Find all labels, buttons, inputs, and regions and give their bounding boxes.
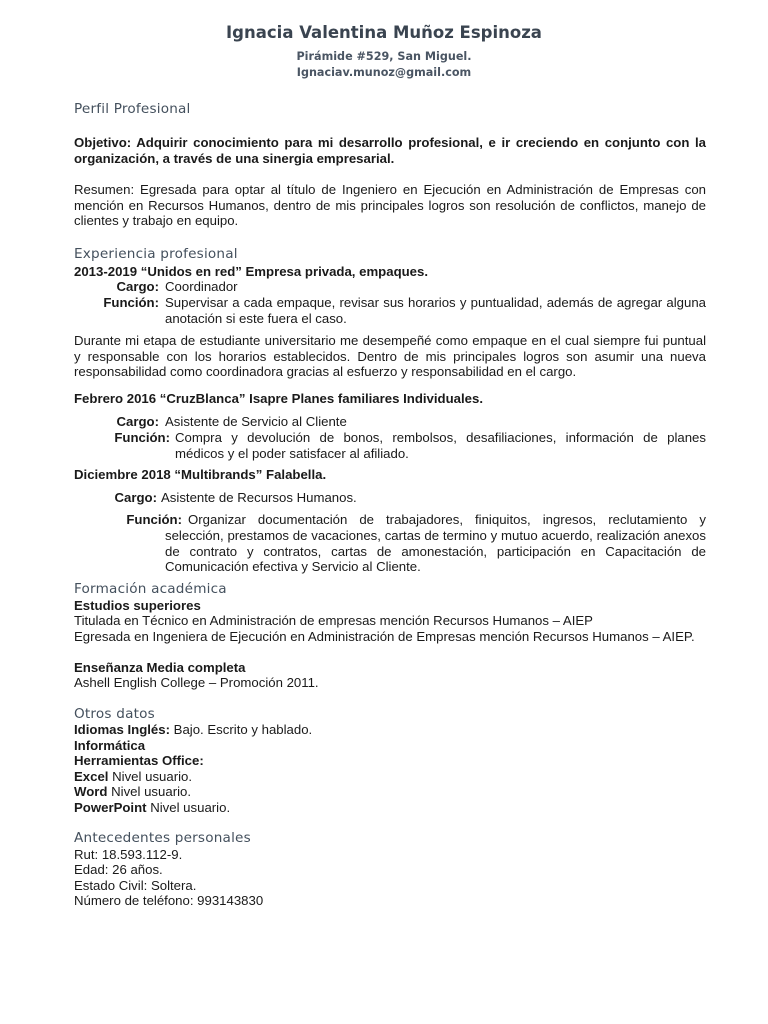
excel-label: Excel bbox=[74, 769, 109, 784]
excel-line bbox=[74, 769, 192, 785]
word-label: Word bbox=[74, 784, 108, 799]
job3-funcion-line1: Organizar documentación de trabajadores, finiquitos, ingresos, reclutamiento y bbox=[188, 512, 706, 527]
job2-funcion-label: Función: bbox=[114, 430, 170, 445]
powerpoint-line bbox=[74, 800, 230, 816]
idiomas-label: Idiomas Inglés: bbox=[74, 722, 170, 737]
objetivo-text: Objetivo: Adquirir conocimiento para mi desarrollo profesional, e ir creciendo en conjunto con la organización, a través de una sinergia empresarial. bbox=[74, 135, 706, 166]
section-title-experiencia: Experiencia profesional bbox=[74, 246, 238, 262]
idiomas-line bbox=[74, 722, 312, 738]
powerpoint-value: Nivel usuario. bbox=[146, 800, 231, 815]
candidate-name: Ignacia Valentina Muñoz Espinoza bbox=[226, 23, 542, 42]
job3-cargo: Asistente de Recursos Humanos. bbox=[161, 490, 357, 505]
ensenanza-media-title: Enseñanza Media completa bbox=[74, 660, 246, 675]
ensenanza-media: Ashell English College – Promoción 2011. bbox=[74, 675, 319, 690]
edad-line: Edad: 26 años. bbox=[74, 862, 163, 877]
job3-header: Diciembre 2018 “Multibrands” Falabella. bbox=[74, 467, 327, 482]
section-title-perfil: Perfil Profesional bbox=[74, 101, 191, 117]
estudios-superiores-title: Estudios superiores bbox=[74, 598, 201, 613]
idiomas-value: Bajo. Escrito y hablado. bbox=[170, 722, 313, 737]
word-line bbox=[74, 784, 191, 800]
herramientas-title: Herramientas Office: bbox=[74, 753, 204, 768]
candidate-address: Pirámide #529, San Miguel. bbox=[296, 50, 472, 63]
job1-descripcion: Durante mi etapa de estudiante universitario me desempeñé como empaque en el cual siempre fui puntual y responsable con los horarios establecidos. Dentro de mis principales logros son asumir una nueva responsabilidad como coordinadora gracias al esfuerzo y responsabilidad en el cargo. bbox=[74, 333, 706, 380]
job2-cargo-label: Cargo: bbox=[116, 414, 159, 429]
estudio-ingenieria: Egresada en Ingeniera de Ejecución en Administración de Empresas mención Recursos Humanos – AIEP. bbox=[74, 629, 695, 644]
job1-cargo-label: Cargo: bbox=[116, 279, 159, 294]
section-title-otros: Otros datos bbox=[74, 706, 155, 722]
job2-cargo: Asistente de Servicio al Cliente bbox=[165, 414, 347, 429]
excel-value: Nivel usuario. bbox=[108, 769, 193, 784]
job1-funcion: Supervisar a cada empaque, revisar sus horarios y puntualidad, además de agregar alguna anotación si este fuera el caso. bbox=[165, 295, 706, 326]
job1-header: 2013-2019 “Unidos en red” Empresa privada, empaques. bbox=[74, 264, 429, 279]
informatica-title: Informática bbox=[74, 738, 146, 753]
candidate-email: Ignaciav.munoz@gmail.com bbox=[296, 66, 472, 79]
powerpoint-label: PowerPoint bbox=[74, 800, 147, 815]
estado-civil-line: Estado Civil: Soltera. bbox=[74, 878, 197, 893]
job1-cargo: Coordinador bbox=[165, 279, 238, 294]
job2-funcion: Compra y devolución de bonos, rembolsos, desafiliaciones, información de planes médicos y el poder satisfacer al afiliado. bbox=[175, 430, 706, 461]
section-title-formacion: Formación académica bbox=[74, 581, 227, 597]
telefono-line: Número de teléfono: 993143830 bbox=[74, 893, 264, 908]
job2-header: Febrero 2016 “CruzBlanca” Isapre Planes familiares Individuales. bbox=[74, 391, 483, 406]
estudio-tecnico: Titulada en Técnico en Administración de empresas mención Recursos Humanos – AIEP bbox=[74, 613, 593, 628]
word-value: Nivel usuario. bbox=[107, 784, 192, 799]
section-title-antecedentes: Antecedentes personales bbox=[74, 830, 251, 846]
rut-line: Rut: 18.593.112-9. bbox=[74, 847, 183, 862]
job3-cargo-label: Cargo: bbox=[114, 490, 157, 505]
resumen-text: Resumen: Egresada para optar al título de Ingeniero en Ejecución en Administración de Empresas con mención en Recursos Humanos, dentro de mis principales logros son resolución de conflictos, manejo de clientes y trabajo en equipo. bbox=[74, 182, 706, 229]
job3-funcion-label: Función: bbox=[126, 512, 182, 527]
job1-funcion-label: Función: bbox=[103, 295, 159, 310]
job3-funcion-rest: selección, prestamos de vacaciones, cartas de termino y mutuo acuerdo, realización anexos de contrato y contratos, cartas de amonestación, participación en Capacitación de Comunicación efectiva y Servicio al Cliente. bbox=[165, 528, 706, 575]
